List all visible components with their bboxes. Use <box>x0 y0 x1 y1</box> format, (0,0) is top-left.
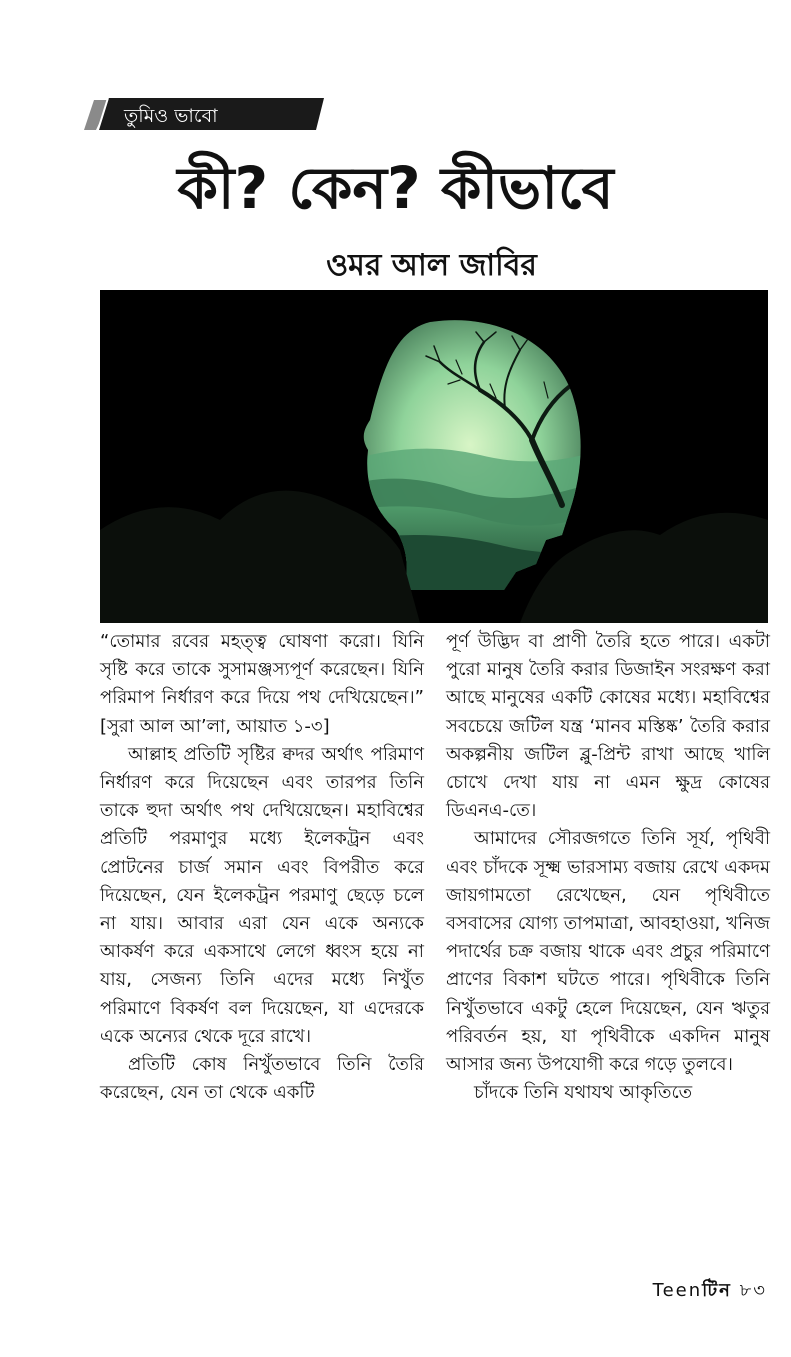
brand-bangla: টিন <box>702 1280 732 1301</box>
body-paragraph: আল্লাহ প্রতিটি সৃষ্টির ক্বদর অর্থাৎ পরিমাণ নির্ধারণ করে দিয়েছেন এবং তারপর তিনি তাকে হুদা অর্থাৎ পথ দেখিয়েছেন। মহাবিশ্বের প্রতিটি পরমাণুর মধ্যে ইলেকট্রন এবং প্রোটনের চার্জ সমান এবং বিপরীত করে দিয়েছেন, যেন ইলেকট্রন পরমাণু ছেড়ে চলে না যায়। আবার এরা যেন একে অন্যকে আকর্ষণ করে একসাথে লেগে ধ্বংস হয়ে না যায়, সেজন্য তিনি এদের মধ্যে নিখুঁত পরিমাণে বিকর্ষণ বল দিয়েছেন, যা এদেরকে একে অন্যের থেকে দূরে রাখে। <box>100 743 424 1047</box>
body-paragraph: পূর্ণ উদ্ভিদ বা প্রাণী তৈরি হতে পারে। একটা পুরো মানুষ তৈরি করার ডিজাইন সংরক্ষণ করা আছে মানুষের একটি কোষের মধ্যে। মহাবিশ্বের সবচেয়ে জটিল যন্ত্র ‘মানব মস্তিষ্ক’ তৈরি করার অকল্পনীয় জটিল ব্লু-প্রিন্ট রাখা আছে খালি চোখে দেখা যায় না এমন ক্ষুদ্র কোষের ডিএনএ-তে। <box>446 631 770 822</box>
page-footer <box>653 1276 767 1307</box>
body-paragraph: “তোমার রবের মহত্ত্ব ঘোষণা করো। যিনি সৃষ্টি করে তাকে সুসামঞ্জস্যপূর্ণ করেছেন। যিনি পরিমাপ নির্ধারণ করে দিয়ে পথ দেখিয়েছেন।” [সুরা আল আ’লা, আয়াত ১-৩] <box>100 631 424 737</box>
page-number: ৮৩ <box>739 1280 767 1301</box>
body-paragraph: আমাদের সৌরজগতে তিনি সূর্য, পৃথিবী এবং চাঁদকে সূক্ষ্ম ভারসাম্য বজায় রেখে একদম জায়গামতো রেখেছেন, যেন পৃথিবীতে বসবাসের যোগ্য তাপমাত্রা, আবহাওয়া, খনিজ পদার্থের চক্র বজায় থাকে এবং প্রচুর পরিমাণে প্রাণের বিকাশ ঘটতে পারে। পৃথিবীকে তিনি নিখুঁতভাবে একটু হেলে দিয়েছেন, যেন ঋতুর পরিবর্তন হয়, যা পৃথিবীকে একদিন মানুষ আসার জন্য উপযোগী করে গড়ে তুলবে। <box>446 828 770 1076</box>
article-author: ওমর আল জাবির <box>326 248 537 283</box>
section-tag-label: তুমিও ভাবো <box>124 105 218 127</box>
body-paragraph: চাঁদকে তিনি যথাযথ আকৃতিতে <box>474 1082 693 1104</box>
article-title: কী? কেন? কীভাবে <box>177 154 614 222</box>
body-column-right <box>446 628 770 1107</box>
hero-image <box>100 290 768 623</box>
section-tag <box>84 96 326 132</box>
body-paragraph: প্রতিটি কোষ নিখুঁতভাবে তিনি তৈরি করেছেন, যেন তা থেকে একটি <box>100 1054 424 1104</box>
head-tree-illustration <box>100 290 768 623</box>
body-column-left <box>100 628 424 1107</box>
brand-latin: Teen <box>652 1280 703 1301</box>
